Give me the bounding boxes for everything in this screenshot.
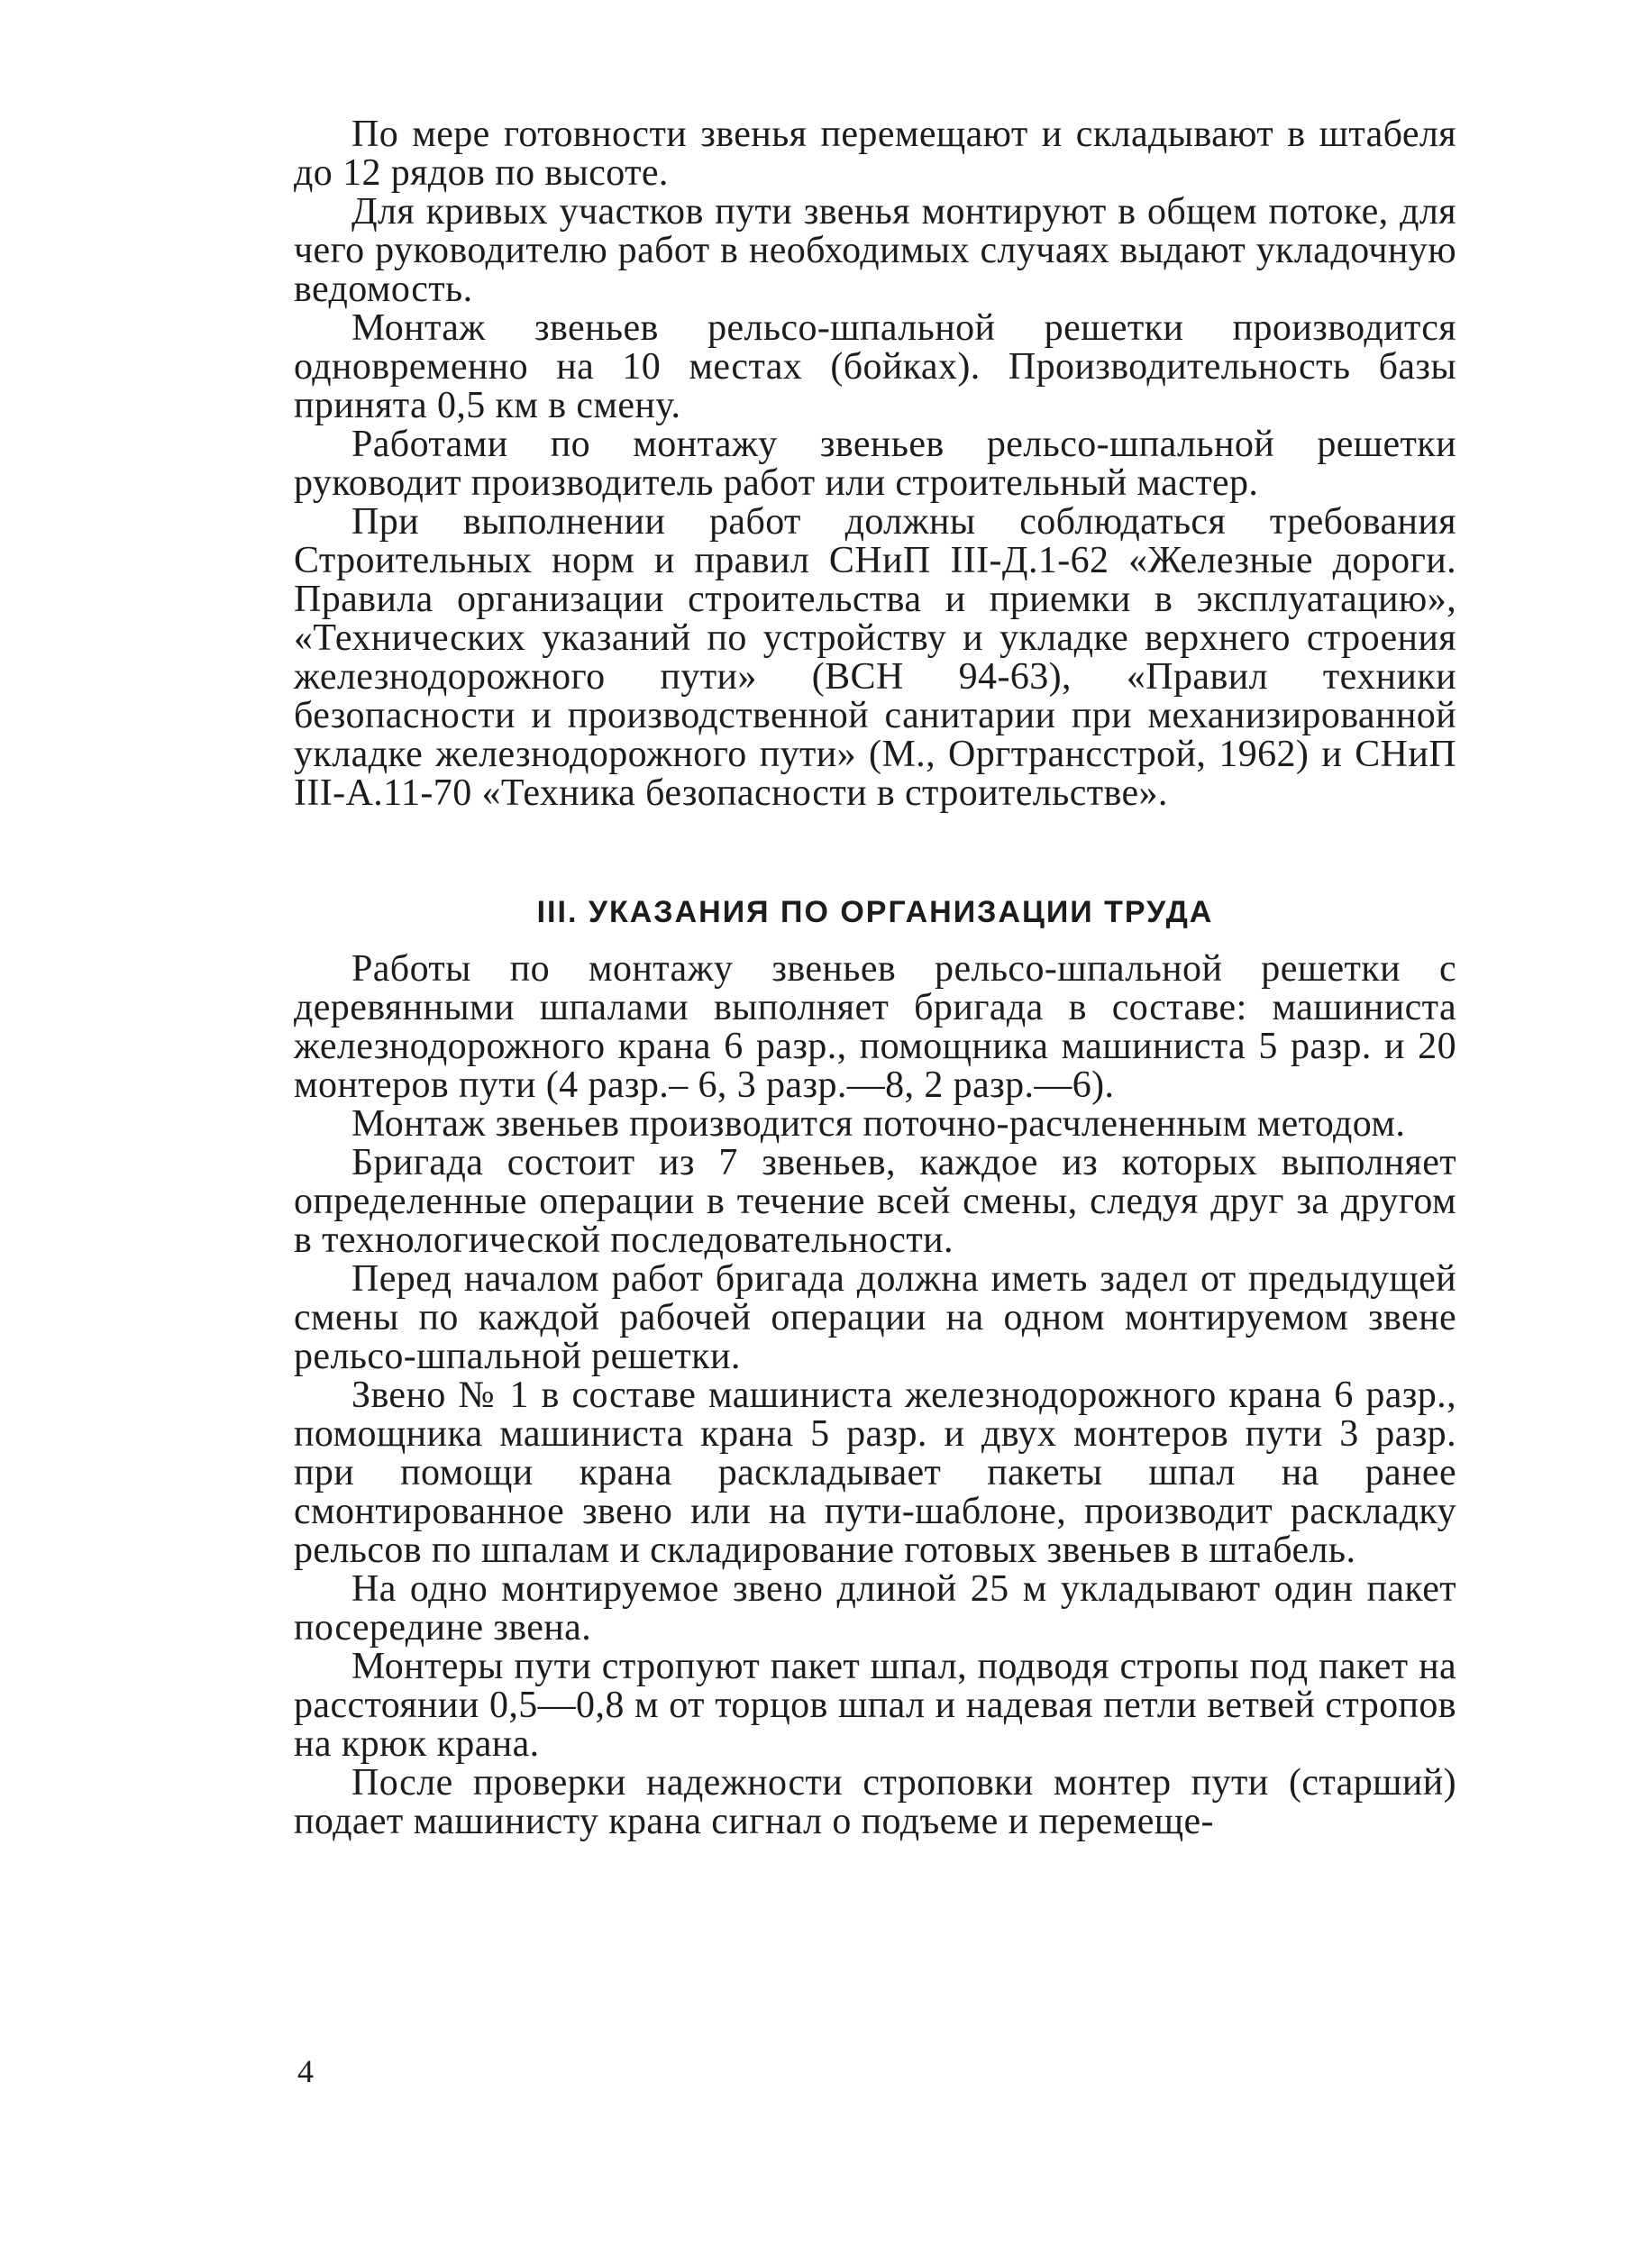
paragraph: Монтаж звеньев рельсо-шпальной решетки производится одновременно на 10 местах (бойках). Производительность базы принята 0,5 км в смену. bbox=[294, 307, 1456, 426]
paragraph: Работы по монтажу звеньев рельсо-шпальной решетки с деревянными шпалами выполняет бригада в составе: машиниста железнодорожного крана 6 разр., помощника машиниста 5 разр. и 20 монтеров пути (4 разр.– 6, 3 разр.—8, 2 разр.—6). bbox=[294, 948, 1456, 1106]
paragraph: По мере готовности звенья перемещают и складывают в штабеля до 12 рядов по высоте. bbox=[294, 114, 1456, 194]
paragraph: На одно монтируемое звено длиной 25 м укладывают один пакет посередине звена. bbox=[294, 1568, 1456, 1649]
section-heading: III. УКАЗАНИЯ ПО ОРГАНИЗАЦИИ ТРУДА bbox=[536, 895, 1214, 929]
paragraph: Бригада состоит из 7 звеньев, каждое из которых выполняет определенные операции в течение всей смены, следуя друг за другом в технологической последовательности. bbox=[294, 1142, 1456, 1261]
paragraph: Работами по монтажу звеньев рельсо-шпальной решетки руководит производитель работ или строительный мастер. bbox=[294, 424, 1456, 504]
page-number: 4 bbox=[297, 2053, 314, 2089]
paragraph: Монтаж звеньев производится поточно-расчлененным методом. bbox=[351, 1103, 1406, 1145]
paragraph: Монтеры пути стропуют пакет шпал, подводя стропы под пакет на расстоянии 0,5—0,8 м от торцов шпал и надевая петли ветвей стропов на крюк крана. bbox=[294, 1646, 1456, 1765]
paragraph: Звено № 1 в составе машиниста железнодорожного крана 6 разр., помощника машиниста крана 5 разр. и двух монтеров пути 3 разр. при помощи крана раскладывает пакеты шпал на ранее смонтированное звено или на пути-шаблоне, производит раскладку рельсов по шпалам и складирование готовых звеньев в штабель. bbox=[294, 1375, 1456, 1571]
paragraph: При выполнении работ должны соблюдаться требования Строительных норм и правил СНиП III-Д.1-62 «Железные дороги. Правила организации строительства и приемки в эксплуатацию», «Технических указаний по устройству и укладке верхнего строения железнодорожного пути» (ВСН 94-63), «Правил техники безопасности и производственной санитарии при механизированной укладке железнодорожного пути» (М., Оргтрансстрой, 1962) и СНиП III-А.11-70 «Техника безопасности в строительстве». bbox=[294, 501, 1456, 814]
paragraph: Для кривых участков пути звенья монтируют в общем потоке, для чего руководителю работ в необходимых случаях выдают укладочную ведомость. bbox=[294, 191, 1456, 310]
document-page bbox=[294, 115, 1456, 1841]
paragraph: После проверки надежности строповки монтер пути (старший) подает машинисту крана сигнал о подъеме и перемеще- bbox=[294, 1762, 1456, 1842]
paragraph: Перед началом работ бригада должна иметь задел от предыдущей смены по каждой рабочей операции на одном монтируемом звене рельсо-шпальной решетки. bbox=[294, 1258, 1456, 1377]
